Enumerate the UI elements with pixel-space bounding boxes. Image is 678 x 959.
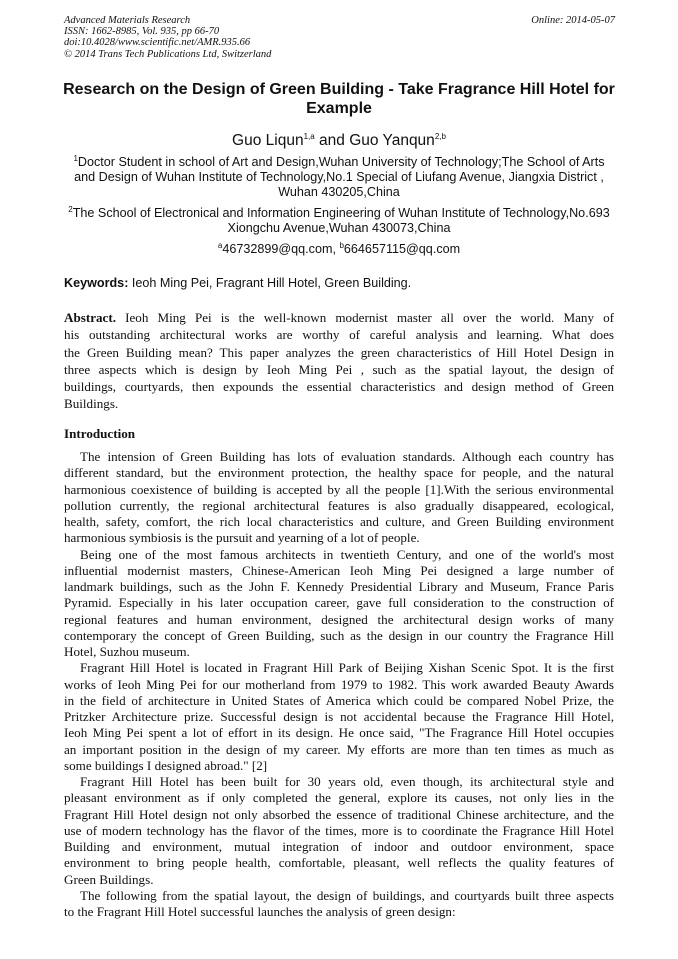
paragraph-line: contemporary the concept of Green Building, such as the design in our country the Fragrance Hill (64, 627, 614, 643)
aff-line: Xiongchu Avenue,Wuhan 430073,China (227, 220, 451, 235)
author: Guo Yanqun (349, 132, 435, 149)
affiliation-1 (40, 155, 638, 199)
keywords-text: Ieoh Ming Pei, Fragrant Hill Hotel, Green Building. (128, 276, 412, 290)
authors (40, 132, 638, 150)
paragraph-line: Ieoh Ming Pei spent a lot of effort in its design. He once said, "The Fragrance Hill Hotel occupies (64, 725, 614, 741)
abstract-line: Buildings. (64, 396, 119, 412)
abstract-line: buildings, courtyards, then expounds the essential characteristics and design method of Green (64, 379, 614, 395)
paragraph-line: Fragrant Hill Hotel design not only absorbed the essence of traditional Chinese architecture, and the (64, 806, 614, 822)
paragraph-line: Hotel, Suzhou museum. (64, 644, 190, 659)
paragraph-line: health, safety, comfort, the rich local characteristics and culture, and Green Building environment (64, 514, 614, 529)
author: Guo Liqun (232, 132, 304, 149)
paragraph-line: to the Fragrant Hill Hotel successful launches the analysis of green design: (64, 904, 456, 919)
paragraph-line: harmonious coexistence of building is accepted by all the people [1].With the serious environmental (64, 481, 614, 497)
aff-sup: 2 (68, 204, 73, 214)
title-line: Research on the Design of Green Building - Take Fragrance Hill Hotel for (63, 81, 615, 98)
online-date: Online: 2014-05-07 (531, 15, 615, 26)
aff-line: Wuhan 430205,China (278, 184, 400, 199)
paragraph-line: Fragrant Hill Hotel is located in Fragrant Hill Park of Beijing Xishan Scenic Spot. It is the first (80, 660, 614, 676)
paragraph-line: environment to bring people health, comfortable, pleasant, well reflects the quality features of (64, 855, 614, 871)
paragraph-line: The intension of Green Building has lots of evaluation standards. Although each country has (80, 449, 614, 464)
doi: doi:10.4028/www.scientific.net/AMR.935.66 (64, 37, 251, 49)
issn: ISSN: 1662-8985, Vol. 935, pp 66-70 (64, 26, 220, 38)
author-sup: 2,b (434, 131, 446, 141)
introduction-body (64, 449, 614, 920)
author-sup: 1,a (303, 131, 315, 141)
abstract-text: Ieoh Ming Pei is the well-known modernist master all over the world. Many of (116, 310, 614, 325)
paragraph-line: Being one of the most famous architects in twentieth Century, and one of the world's most (80, 546, 614, 562)
keywords-label: Keywords: (64, 276, 129, 290)
paragraph-line: use of modern technology has the flavor of the times, more is to coordinate the Fragrance Hill Hotel (64, 822, 614, 838)
abstract-label: Abstract. (64, 310, 116, 325)
abstract-line: three aspects which is design by Ieoh Ming Pei , such as the spatial layout, the design of (64, 361, 614, 377)
abstract-line: the Green Building mean? This paper analyzes the green characteristics of Hill Hotel Design in (64, 344, 614, 360)
email: 664657115@qq.com (343, 242, 461, 256)
journal-name: Advanced Materials Research (64, 15, 191, 26)
paragraph-line: different standard, but the environment protection, the healthy space for people, and the natural (64, 465, 614, 481)
aff-line: and Design of Wuhan Institute of Technology,No.1 Special of Liufang Avenue, Jiangxia District , (74, 169, 604, 184)
paragraph-line: Pritzker Architecture prize. Successful design is not accidental because the Fragrance Hill Hotel, (64, 709, 614, 724)
abstract-line: his outstanding architectural works are worthy of careful analysis and learning. What does (64, 327, 614, 343)
author-sep: and (314, 132, 350, 149)
paragraph-line: in the field of architecture in United States of America which could be compared Nobel Prize, the (64, 692, 614, 708)
paragraph-line: Building and environment, mutual integration of indoor and outdoor environment, space (64, 839, 614, 854)
aff-line: The School of Electronical and Information Engineering of Wuhan Institute of Technology,No.693 (72, 206, 610, 220)
aff-line: Doctor Student in school of Art and Design,Wuhan University of Technology;The School of Arts (77, 155, 605, 169)
email-sup: b (339, 240, 344, 250)
paper-title (40, 80, 638, 118)
journal-header (64, 15, 271, 60)
paragraph-line: influential modernist masters, Chinese-American Ieoh Ming Pei designed a large number of (64, 562, 614, 578)
paragraph-line: harmonious symbiosis is the pursuit and yearning of a lot of people. (64, 530, 420, 546)
email: 46732899@qq.com, (222, 242, 340, 256)
abstract (64, 309, 614, 413)
paragraph-line: landmark buildings, such as the John F. Kennedy Presidential Library and Museum, France Paris (64, 579, 614, 594)
emails (40, 242, 638, 257)
paragraph-line: pleasant environment as if only completed the general, explore its causes, not only lies in the (64, 790, 614, 806)
paragraph-line: Pyramid. Especially in his later occupation career, gave full consideration to the construction of (64, 595, 614, 611)
paragraph-line: Fragrant Hill Hotel has been built for 30 years old, even though, its architectural style and (80, 774, 614, 789)
paragraph-line: pollution currently, the regional architectural features is also gradually disappeared, ecological, (64, 497, 614, 513)
paragraph-line: The following from the spatial layout, the design of buildings, and courtyards built three aspects (80, 887, 614, 903)
email-sup: a (217, 240, 223, 250)
aff-sup: 1 (73, 153, 78, 163)
keywords (64, 276, 411, 290)
paragraph-line: works of Ieoh Ming Pei for our motherland from 1979 to 1982. This work awarded Beauty Awards (64, 676, 614, 692)
paragraph-line: an important position in the design of my career. My efforts are more than ten times as much as (64, 741, 614, 757)
title-line: Example (306, 100, 372, 117)
copyright: © 2014 Trans Tech Publications Ltd, Switzerland (64, 48, 272, 60)
paragraph-line: Green Buildings. (64, 871, 154, 887)
affiliation-2 (40, 206, 638, 236)
section-heading: Introduction (64, 426, 136, 441)
paragraph-line: some buildings I designed abroad." [2] (64, 757, 268, 773)
paragraph-line: regional features and human environment, designed the architectural design works of many (64, 611, 614, 627)
